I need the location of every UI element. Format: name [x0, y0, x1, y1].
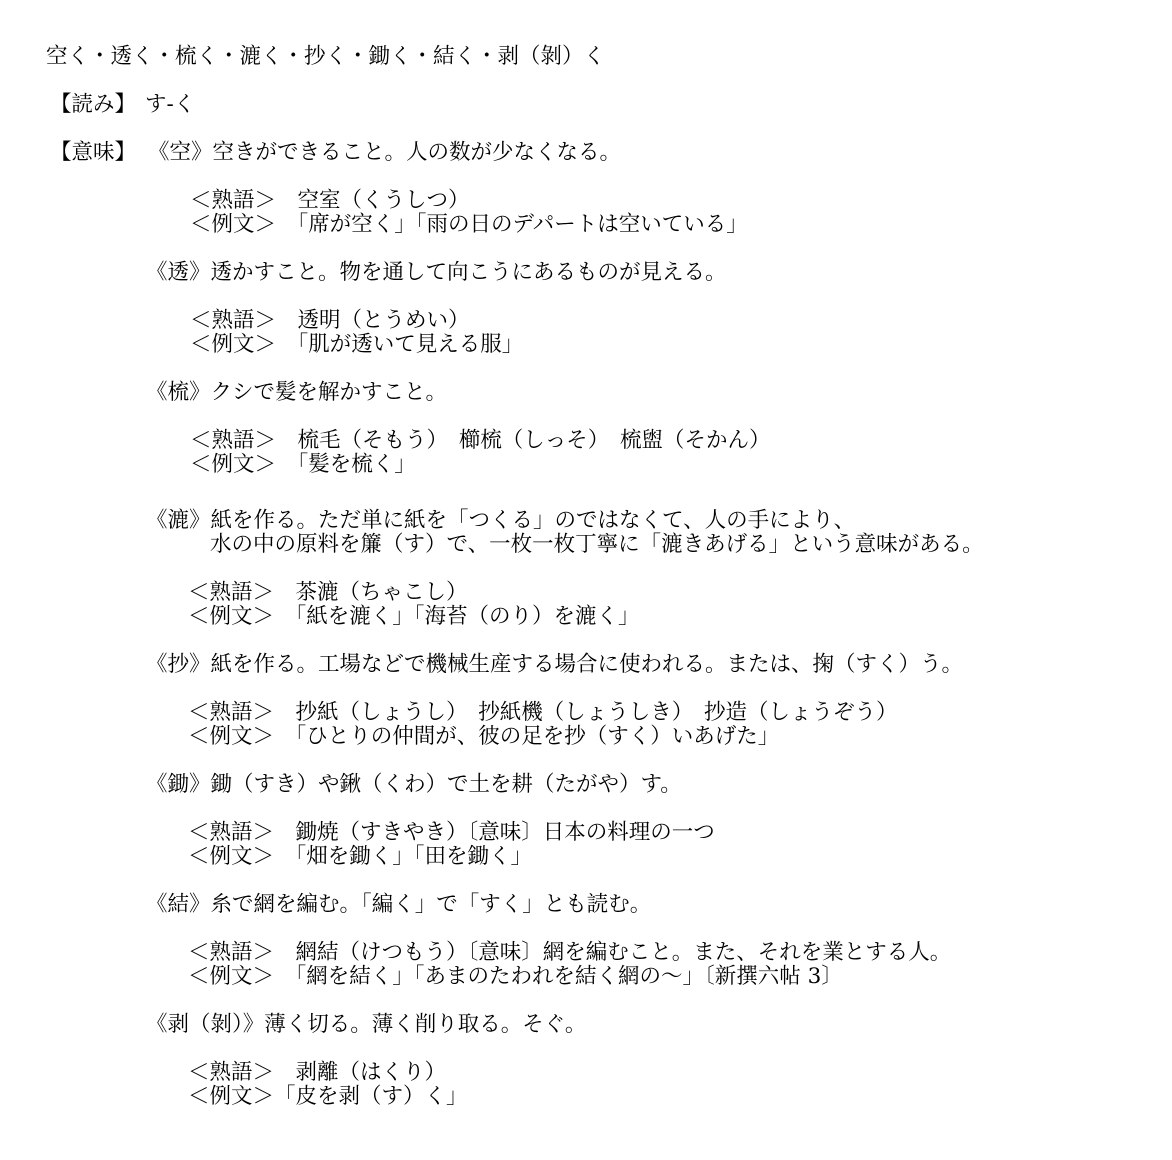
sense-reibun: ＜例文＞ 「席が空く」「雨の日のデパートは空いている」 — [190, 212, 748, 237]
sense-reibun: ＜例文＞ 「ひとりの仲間が、彼の足を抄（すく）いあげた」 — [188, 724, 780, 749]
sense-jukugo: ＜熟語＞ 透明（とうめい） — [190, 308, 470, 333]
sense-reibun: ＜例文＞ 「紙を漉く」「海苔（のり）を漉く」 — [188, 604, 640, 629]
sense-jukugo: ＜熟語＞ 茶漉（ちゃこし） — [188, 580, 468, 605]
sense-heading: 《空》空きができること。人の数が少なくなる。 — [148, 140, 622, 165]
sense-reibun: ＜例文＞ 「髪を梳く」 — [190, 452, 416, 477]
sense-heading: 《透》透かすこと。物を通して向こうにあるものが見える。 — [146, 260, 727, 285]
sense-jukugo: ＜熟語＞ 梳毛（そもう） 櫛梳（しっそ） 梳盥（そかん） — [190, 428, 771, 453]
reading-value: す‐く — [145, 92, 196, 117]
sense-heading: 《抄》紙を作る。工場などで機械生産する場合に使われる。または、掬（すく）う。 — [146, 652, 964, 677]
sense-jukugo: ＜熟語＞ 空室（くうしつ） — [190, 188, 470, 213]
sense-jukugo: ＜熟語＞ 鋤焼（すきやき）〔意味〕日本の料理の一つ — [188, 820, 715, 845]
sense-jukugo: ＜熟語＞ 網結（けつもう）〔意味〕網を編むこと。また、それを業とする人。 — [188, 940, 952, 965]
sense-reibun: ＜例文＞「皮を剥（す）く」 — [188, 1084, 468, 1109]
page-title: 空く・透く・梳く・漉く・抄く・鋤く・結く・剥（剝）く — [46, 44, 606, 69]
sense-heading: 《剥（剝）》薄く切る。薄く削り取る。そぐ。 — [146, 1012, 587, 1037]
sense-reibun: ＜例文＞ 「畑を鋤く」「田を鋤く」 — [188, 844, 533, 869]
sense-jukugo: ＜熟語＞ 抄紙（しょうし） 抄紙機（しょうしき） 抄造（しょうぞう） — [188, 700, 898, 725]
sense-reibun: ＜例文＞ 「肌が透いて見える服」 — [190, 332, 524, 357]
sense-heading: 《鋤》鋤（すき）や鍬（くわ）で土を耕（たがや）す。 — [146, 772, 682, 797]
meaning-label: 【意味】 — [50, 140, 137, 165]
sense-heading-continuation: 水の中の原料を簾（す）で、一枚一枚丁寧に「漉きあげる」という意味がある。 — [210, 532, 984, 557]
sense-jukugo: ＜熟語＞ 剥離（はくり） — [188, 1060, 447, 1085]
sense-heading: 《梳》クシで髪を解かすこと。 — [146, 380, 448, 405]
sense-heading: 《結》糸で網を編む。「編く」で「すく」とも読む。 — [146, 892, 652, 917]
reading-label: 【読み】 — [50, 92, 137, 117]
sense-heading: 《漉》紙を作る。ただ単に紙を「つくる」のではなくて、人の手により、 — [146, 508, 856, 533]
sense-reibun: ＜例文＞ 「網を結く」「あまのたわれを結く網の～」〔新撰六帖 3〕 — [188, 964, 843, 989]
